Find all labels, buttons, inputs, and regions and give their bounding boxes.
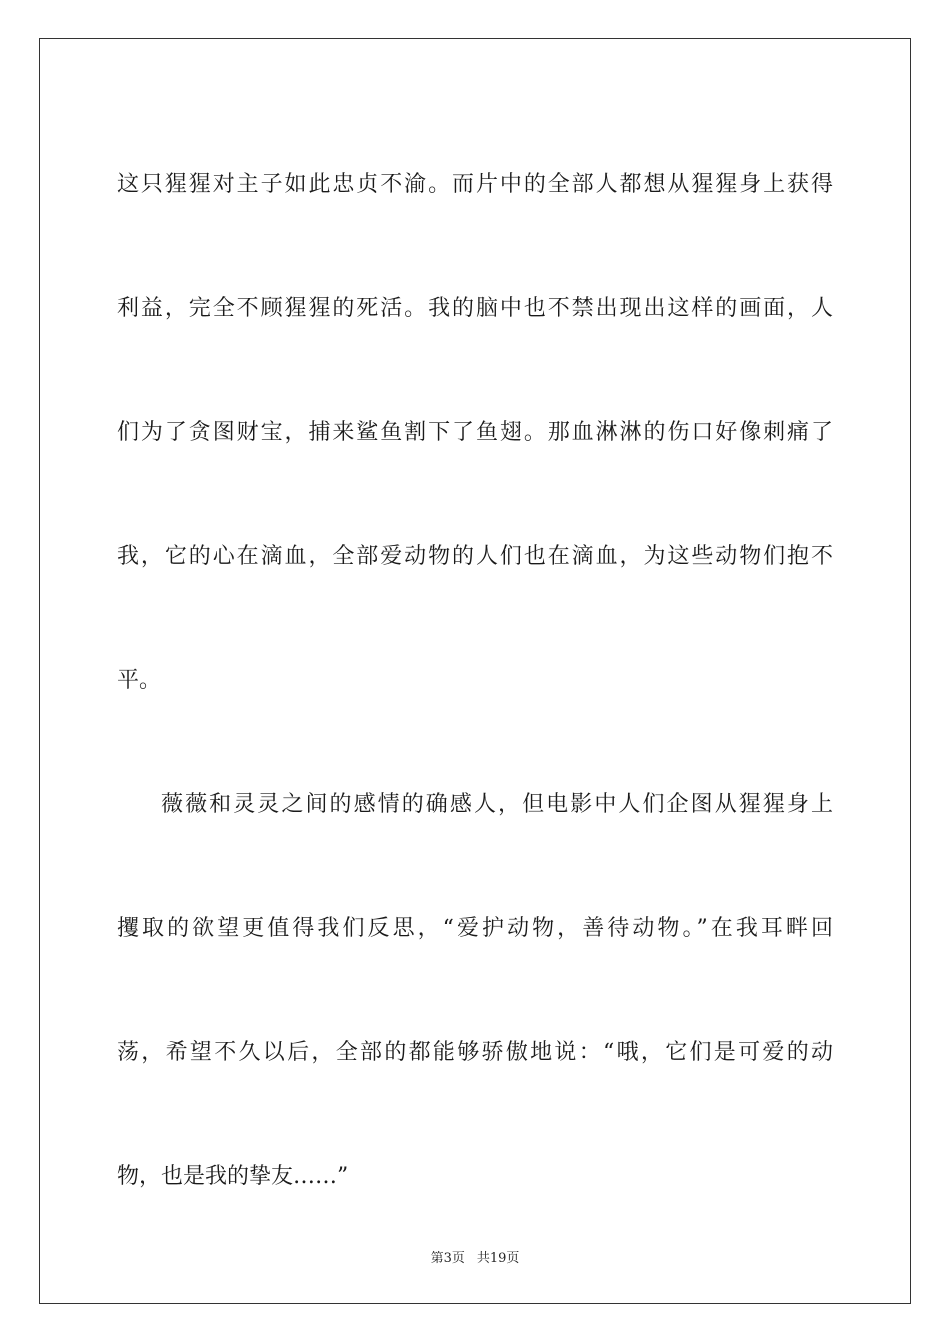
text-line: 这只猩猩对主子如此忠贞不渝。而片中的全部人都想从猩猩身上获得 bbox=[117, 172, 833, 197]
text-line: 我，它的心在滴血，全部爱动物的人们也在滴血，为这些动物们抱不 bbox=[117, 544, 833, 569]
text-line: 利益，完全不顾猩猩的死活。我的脑中也不禁出现出这样的画面，人 bbox=[117, 296, 833, 321]
text-line: 平。 bbox=[117, 668, 162, 693]
text-line: 物，也是我的挚友……” bbox=[117, 1164, 349, 1189]
document-body bbox=[117, 123, 833, 1239]
text-line: 们为了贪图财宝，捕来鲨鱼割下了鱼翅。那血淋淋的伤口好像刺痛了 bbox=[117, 420, 833, 445]
text-line: 攫取的欲望更值得我们反思，“爱护动物，善待动物。”在我耳畔回 bbox=[117, 916, 833, 941]
page-footer bbox=[0, 1247, 950, 1266]
page-total: 共19页 bbox=[476, 1251, 520, 1266]
text-line: 荡，希望不久以后，全部的都能够骄傲地说：“哦，它们是可爱的动 bbox=[117, 1040, 833, 1065]
page-number: 第3页 bbox=[430, 1251, 465, 1266]
text-line: 薇薇和灵灵之间的感情的确感人，但电影中人们企图从猩猩身上 bbox=[161, 792, 833, 817]
